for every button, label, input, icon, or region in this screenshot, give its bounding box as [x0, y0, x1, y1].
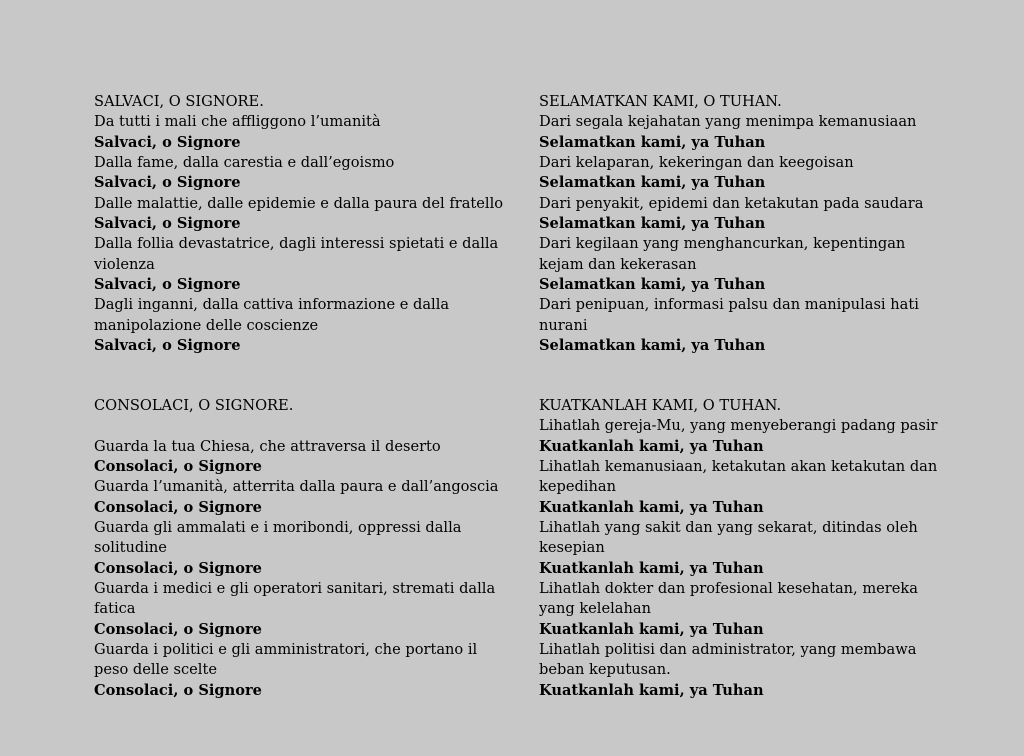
- response-line: Consolaci, o Signore: [94, 620, 262, 638]
- response-line: Selamatkan kami, ya Tuhan: [539, 215, 766, 233]
- petition-line: Lihatlah yang sakit dan yang sekarat, ditindas oleh kesepian: [539, 519, 918, 557]
- petition-line: Lihatlah gereja-Mu, yang menyeberangi padang pasir: [539, 417, 938, 435]
- response-line: Selamatkan kami, ya Tuhan: [539, 337, 766, 355]
- petition-line: Guarda i medici e gli operatori sanitari, stremati dalla fatica: [94, 580, 496, 618]
- section-heading: SELAMATKAN KAMI, O TUHAN.: [539, 93, 782, 110]
- response-line: Salvaci, o Signore: [94, 133, 241, 151]
- section-heading: KUATKANLAH KAMI, O TUHAN.: [539, 397, 782, 414]
- response-line: Consolaci, o Signore: [94, 458, 262, 476]
- response-line: Consolaci, o Signore: [94, 498, 262, 516]
- response-line: Salvaci, o Signore: [94, 337, 241, 355]
- litany-consolaci-italian: [94, 396, 504, 701]
- petition-line: Dari penyakit, epidemi dan ketakutan pada saudara: [539, 194, 924, 212]
- petition-line: Dalle malattie, dalle epidemie e dalla paura del fratello: [94, 194, 504, 212]
- response-line: Consolaci, o Signore: [94, 681, 262, 699]
- petition-line: Dalla follia devastatrice, dagli interessi spietati e dalla violenza: [94, 235, 499, 273]
- petition-line: Dari kelaparan, kekeringan dan keegoisan: [539, 154, 854, 172]
- petition-line: Da tutti i mali che affliggono l’umanità: [94, 113, 381, 131]
- response-line: Kuatkanlah kami, ya Tuhan: [539, 559, 764, 577]
- petition-line: Lihatlah politisi dan administrator, yang membawa beban keputusan.: [539, 641, 917, 679]
- blank-line: [94, 416, 504, 436]
- petition-line: Guarda l’umanità, atterrita dalla paura e dall’angoscia: [94, 478, 499, 496]
- petition-line: Lihatlah dokter dan profesional kesehatan, mereka yang kelelahan: [539, 580, 918, 618]
- petition-line: Guarda gli ammalati e i moribondi, oppressi dalla solitudine: [94, 519, 462, 557]
- response-line: Selamatkan kami, ya Tuhan: [539, 276, 766, 294]
- petition-line: Lihatlah kemanusiaan, ketakutan akan ketakutan dan kepedihan: [539, 458, 938, 496]
- petition-line: Dari kegilaan yang menghancurkan, kepentingan kejam dan kekerasan: [539, 235, 906, 273]
- response-line: Salvaci, o Signore: [94, 174, 241, 192]
- response-line: Salvaci, o Signore: [94, 276, 241, 294]
- response-line: Selamatkan kami, ya Tuhan: [539, 133, 766, 151]
- response-line: Kuatkanlah kami, ya Tuhan: [539, 681, 764, 699]
- litany-selamatkan-indonesian: [539, 92, 949, 356]
- petition-line: Dalla fame, dalla carestia e dall’egoismo: [94, 154, 395, 172]
- response-line: Consolaci, o Signore: [94, 559, 262, 577]
- petition-line: Guarda la tua Chiesa, che attraversa il deserto: [94, 437, 441, 455]
- response-line: Kuatkanlah kami, ya Tuhan: [539, 498, 764, 516]
- response-line: Selamatkan kami, ya Tuhan: [539, 174, 766, 192]
- response-line: Kuatkanlah kami, ya Tuhan: [539, 620, 764, 638]
- petition-line: Dari penipuan, informasi palsu dan manipulasi hati nurani: [539, 296, 919, 334]
- petition-line: Guarda i politici e gli amministratori, che portano il peso delle scelte: [94, 641, 478, 679]
- litany-salvaci-italian: [94, 92, 504, 356]
- response-line: Salvaci, o Signore: [94, 215, 241, 233]
- response-line: Kuatkanlah kami, ya Tuhan: [539, 437, 764, 455]
- litany-kuatkanlah-indonesian: [539, 396, 949, 701]
- section-heading: SALVACI, O SIGNORE.: [94, 93, 264, 110]
- petition-line: Dagli inganni, dalla cattiva informazione e dalla manipolazione delle coscienze: [94, 296, 450, 334]
- section-heading: CONSOLACI, O SIGNORE.: [94, 397, 294, 414]
- petition-line: Dari segala kejahatan yang menimpa kemanusiaan: [539, 113, 917, 131]
